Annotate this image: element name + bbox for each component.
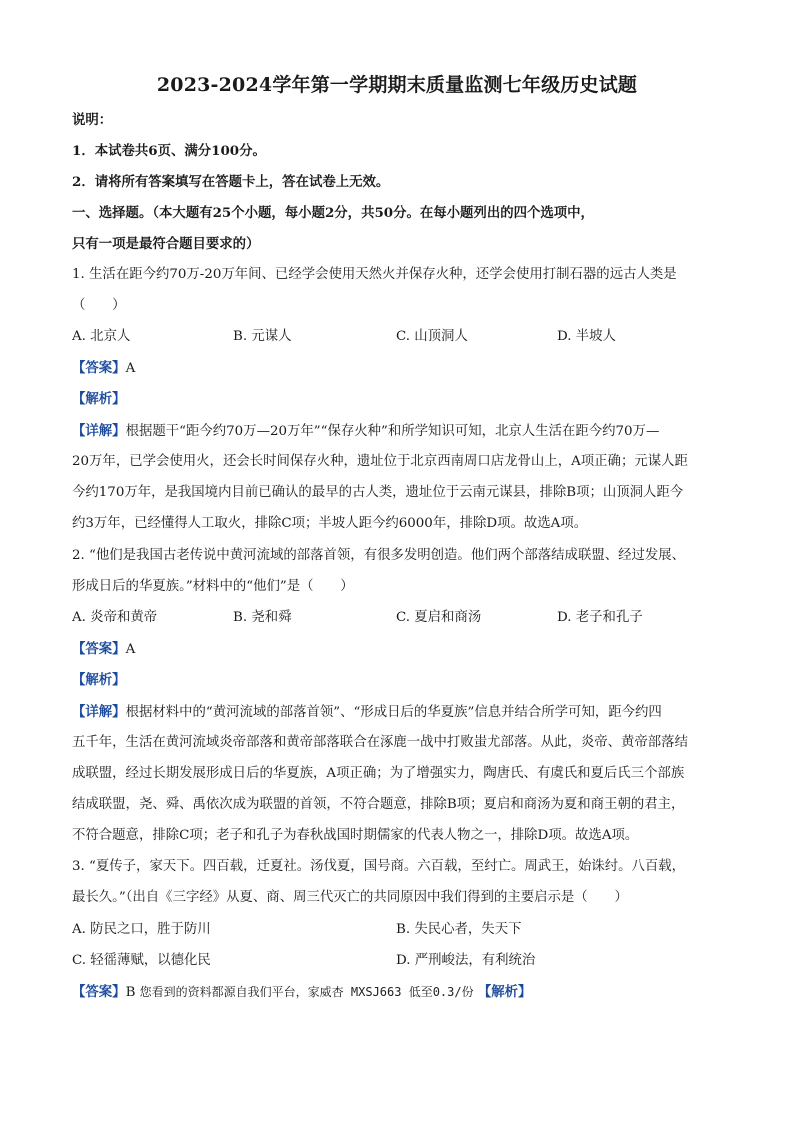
q3-answer-footer [72,983,531,1002]
detail-tag: 【详解】 [72,423,126,439]
q1-option-d: D. 半坡人 [557,329,616,344]
q2-option-c: C. 夏启和商汤 [396,610,482,625]
q1-stem-line-1: 1. 生活在距今约70万-20万年间、已经学会使用天然火并保存火种，还学会使用打制石器的远古人类是 [72,267,677,282]
section-heading-line-1: 一、选择题。（本大题有25个小题，每小题2分，共50分。在每小题列出的四个选项中， [72,205,594,221]
answer-tag: 【答案】 [72,984,126,1000]
q2-detail-line-1 [72,703,662,722]
q2-option-d: D. 老子和孔子 [557,610,643,625]
q2-stem-line-2: 形成日后的华夏族。”材料中的“他们”是（ ） [72,579,354,594]
q1-analysis [72,390,126,409]
q2-detail-line-5: 不符合题意，排除C项；老子和孔子为春秋战国时期儒家的代表人物之一，排除D项。故选A项。 [72,828,639,843]
q3-option-d: D. 严刑峻法，有利统治 [396,953,536,968]
q3-stem-line-2: 最长久。”（出自《三字经》从夏、商、周三代灭亡的共同原因中我们得到的主要启示是（ ） [72,890,628,905]
detail-tag: 【详解】 [72,704,126,720]
section-heading-line-2: 只有一项是最符合题目要求的） [72,236,260,252]
q2-option-a: A. 炎帝和黄帝 [72,610,158,625]
q1-stem-line-2: （ ） [72,298,126,313]
q1-option-b: B. 元谋人 [233,329,292,344]
q1-detail-text: 根据题干“距今约70万—20万年”“保存火种”和所学知识可知，北京人生活在距今约70万— [125,424,660,439]
q2-analysis [72,671,126,690]
q2-option-b: B. 尧和舜 [233,610,292,625]
q3-option-c: C. 轻徭薄赋，以德化民 [72,953,211,968]
q1-detail-line-4: 约3万年，已经懂得人工取火，排除C项；半坡人距今约6000年，排除D项。故选A项。 [72,516,588,531]
q1-detail-line-1 [72,422,659,441]
answer-tag: 【答案】 [72,641,126,657]
q3-stem-line-1: 3. “夏传子，家天下。四百载，迁夏社。汤伐夏，国号商。六百载，至纣亡。周武王，始诛纣。八百载， [72,859,686,874]
instructions-heading: 说明： [72,112,113,128]
analysis-tag: 【解析】 [72,672,126,688]
analysis-tag: 【解析】 [477,984,532,1000]
q1-answer [72,359,135,378]
q1-option-a: A. 北京人 [72,329,131,344]
q1-option-c: C. 山顶洞人 [396,329,468,344]
q1-answer-value: A [125,361,136,376]
instruction-note-2: 2．请将所有答案填写在答题卡上，答在试卷上无效。 [72,174,390,190]
platform-footer-note: 您看到的资料都源自我们平台，家威杏 MXSJ663 低至0.3/份 [139,985,474,999]
q2-detail-line-2: 五千年，生活在黄河流域炎帝部落和黄帝部落联合在涿鹿一战中打败蚩尤部落。从此，炎帝、黄帝部落结 [72,735,688,750]
q3-answer-value: B [125,985,136,1000]
q2-detail-line-3: 成联盟，经过长期发展形成日后的华夏族，A项正确；为了增强实力，陶唐氏、有虞氏和夏后氏三个部族 [72,766,685,781]
q3-option-b: B. 失民心者，失天下 [396,922,522,937]
q3-option-a: A. 防民之口，胜于防川 [72,922,211,937]
q2-answer [72,640,135,659]
q2-detail-line-4: 结成联盟，尧、舜、禹依次成为联盟的首领，不符合题意，排除B项；夏启和商汤为夏和商王朝的君主， [72,797,685,812]
page-title: 2023-2024学年第一学期期末质量监测七年级历史试题 [156,74,638,96]
q2-answer-value: A [125,642,136,657]
analysis-tag: 【解析】 [72,391,126,407]
q2-detail-text: 根据材料中的“黄河流域的部落首领”、“形成日后的华夏族”信息并结合所学可知，距今约四 [125,705,662,720]
instruction-note-1: 1．本试卷共6页、满分100分。 [72,143,266,159]
q1-detail-line-3: 今约170万年，是我国境内目前已确认的最早的古人类，遗址位于云南元谋县，排除B项；山顶洞人距今 [72,485,684,500]
q1-detail-line-2: 20万年，已学会使用火，还会长时间保存火种，遗址位于北京西南周口店龙骨山上，A项正确；元谋人距 [72,454,688,469]
answer-tag: 【答案】 [72,360,126,376]
q2-stem-line-1: 2. “他们是我国古老传说中黄河流域的部落首领，有很多发明创造。他们两个部落结成联盟、经过发展、 [72,548,686,563]
